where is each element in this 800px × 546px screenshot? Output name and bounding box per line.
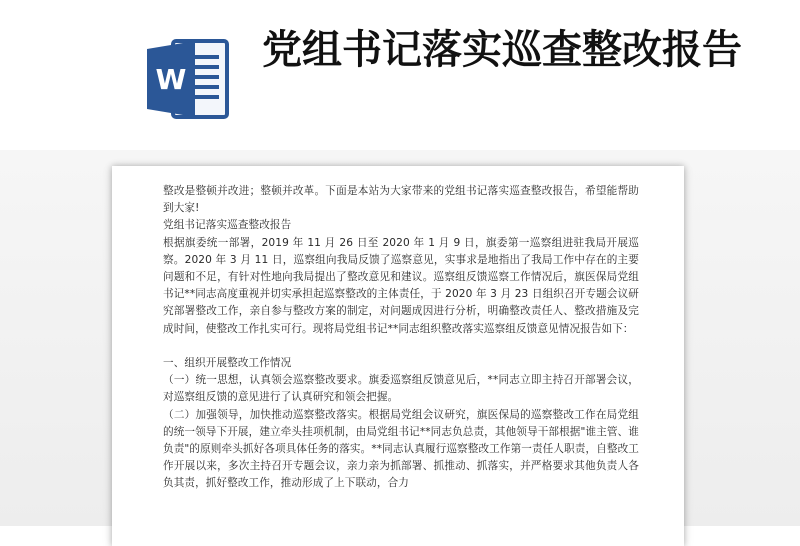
paragraph-intro: 整改是整顿并改进；整顿并改革。下面是本站为大家带来的党组书记落实巡查整改报告，希望能帮助到大家! bbox=[163, 185, 639, 215]
word-document-icon bbox=[143, 33, 235, 125]
document-body bbox=[163, 183, 639, 493]
page-title: 党组书记落实巡查整改报告 bbox=[262, 27, 742, 73]
paragraph-item-1: （一）统一思想，认真领会巡察整改要求。旗委巡察组反馈意见后，**同志立即主持召开部署会议，对巡察组反馈的意见进行了认真研究和领会把握。 bbox=[163, 374, 639, 404]
paragraph-background: 根据旗委统一部署，2019 年 11 月 26 日至 2020 年 1 月 9 日，旗委第一巡察组进驻我局开展巡察。2020 年 3 月 11 日，巡察组向我局反馈了巡察意见，实事求是地指出了我局工作中存在的主要问题和不足，有针对性地向我局提出了整改意见和建议。巡察组反馈巡察工作情况后，旗医保局党组书记**同志高度重视并切实承担起巡察整改的主体责任，于 2020 年 3 月 23 日组织召开专题会议研究部署整改工作，亲自参与整改方案的制定，对问题成因进行分析，明确整改责任人、整改措施及完成时间，使整改工作扎实可行。现将局党组书记**同志组织整改落实巡察组反馈意见情况报告如下： bbox=[163, 236, 639, 335]
paragraph-blank bbox=[163, 338, 639, 355]
word-icon-letter: W bbox=[155, 63, 187, 96]
header bbox=[0, 0, 800, 150]
paragraph-doc-title: 党组书记落实巡查整改报告 bbox=[163, 219, 292, 232]
document-page bbox=[112, 166, 684, 546]
paragraph-item-2: （二）加强领导，加快推动巡察整改落实。根据局党组会议研究，旗医保局的巡察整改工作在局党组的统一领导下开展，建立牵头挂项机制，由局党组书记**同志负总责，其他领导干部根据"谁主管、谁负责"的原则牵头抓好各项具体任务的落实。**同志认真履行巡察整改工作第一责任人职责，自整改工作开展以来，多次主持召开专题会议，亲力亲为抓部署、抓推动、抓落实，并严格要求其他负责人各负其责，抓好整改工作，推动形成了上下联动，合力 bbox=[163, 408, 639, 490]
section-heading: 一、组织开展整改工作情况 bbox=[163, 357, 292, 370]
